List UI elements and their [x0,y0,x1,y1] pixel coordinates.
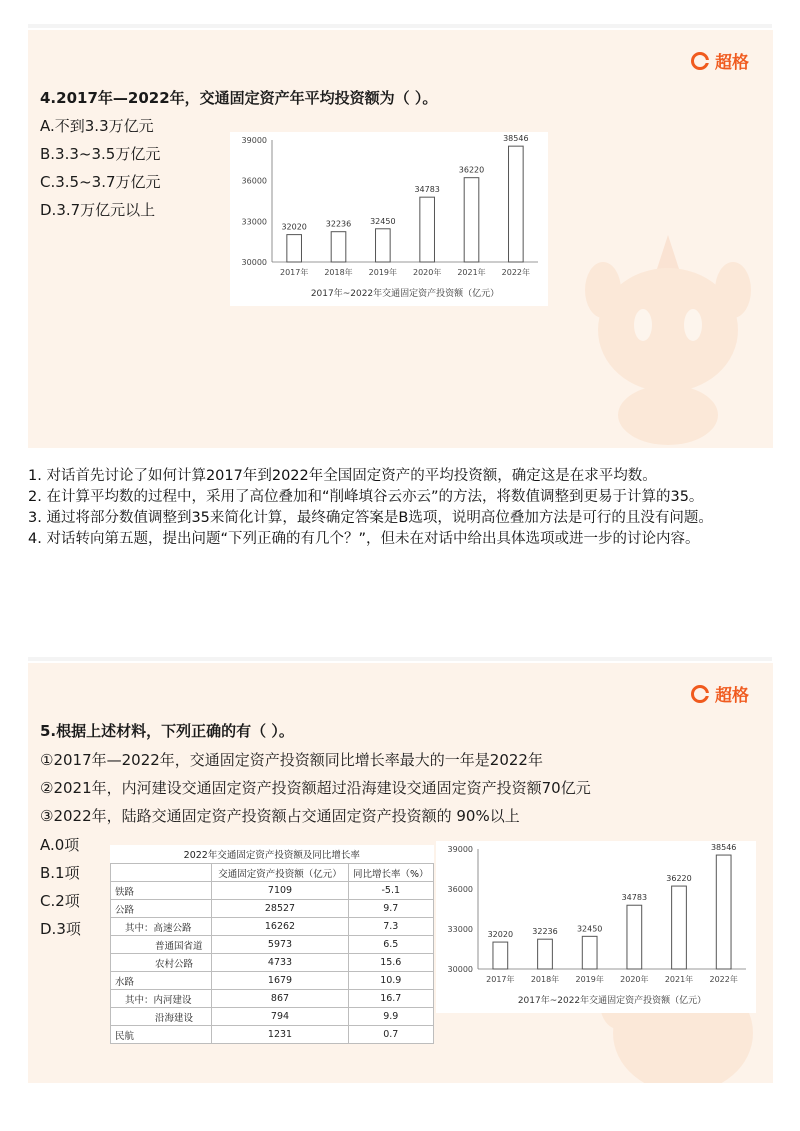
slide-top-strip [28,24,772,28]
table-cell-value: 28527 [212,900,349,918]
y-tick-label: 36000 [241,176,267,186]
bar-chart-svg [436,841,756,1013]
option-c[interactable]: C.3.5~3.7万亿元 [40,173,161,191]
x-tick-label: 2019年 [575,975,604,984]
table-cell-label: 沿海建设 [111,1008,212,1026]
option-c[interactable]: C.2项 [40,892,80,910]
table-cell-label: 民航 [111,1026,212,1044]
table-row [111,1026,434,1044]
x-tick-label: 2021年 [664,975,694,984]
summary-item: 1. 对话首先讨论了如何计算2017年到2022年全国固定资产的平均投资额，确定这是在求平均数。 [28,468,657,484]
summary-item: 3. 通过将部分数值调整到35来简化计算，最终确定答案是B选项，说明高位叠加方法是可行的且没有问题。 [28,510,713,526]
bar [493,942,508,969]
data-label: 32020 [487,930,514,940]
table-cell-rate: 16.7 [349,990,434,1008]
table-cell-label: 普通国省道 [111,936,212,954]
table-row [111,972,434,990]
bar [331,232,346,262]
option-d[interactable]: D.3.7万亿元以上 [40,201,156,219]
table-row [111,882,434,900]
table-cell-value: 794 [212,1008,349,1026]
x-tick-label: 2022年 [709,975,738,984]
investment-bar-chart-2 [436,841,756,1013]
table-header-cell: 同比增长率（%） [349,864,434,882]
bar [464,178,479,262]
table-row [111,954,434,972]
y-tick-label: 30000 [241,258,267,267]
bar [582,936,597,969]
data-label: 32236 [325,219,352,229]
unicorn-mascot-icon [573,235,763,445]
data-label: 32450 [576,924,603,934]
table-row [111,900,434,918]
table-row [111,1008,434,1026]
table-cell-rate: 9.9 [349,1008,434,1026]
slide-top-strip [28,657,772,661]
table-header-cell [111,864,212,882]
brand-logo [691,48,749,73]
table-cell-value: 1231 [212,1026,349,1044]
data-label: 38546 [710,843,737,853]
x-tick-label: 2018年 [530,975,560,984]
data-label: 34783 [414,185,440,195]
table-cell-value: 4733 [212,954,349,972]
x-tick-label: 2019年 [368,268,398,277]
x-tick-label: 2020年 [620,975,649,984]
data-label: 34783 [621,893,648,903]
table-cell-label: 其中：高速公路 [111,918,212,936]
option-b[interactable]: B.3.3~3.5万亿元 [40,145,161,163]
x-tick-label: 2017年 [486,975,515,984]
table-row [111,918,434,936]
x-tick-label: 2018年 [324,268,353,277]
table-cell-rate: 15.6 [349,954,434,972]
table-cell-rate: -5.1 [349,882,434,900]
chart-title: 2017年~2022年交通固定资产投资额（亿元） [310,289,500,299]
table-row [111,936,434,954]
option-a[interactable]: A.0项 [40,836,80,854]
question-5-title: 5.根据上述材料，下列正确的有（ ）。 [40,722,294,740]
data-label: 36220 [458,165,485,175]
data-label: 38546 [503,134,529,144]
bar [376,229,391,262]
bar [538,939,553,969]
bar [627,905,642,969]
question-4-slide [28,30,773,448]
table-cell-value: 7109 [212,882,349,900]
data-label: 32020 [281,222,307,232]
table-cell-rate: 9.7 [349,900,434,918]
brand-logo [691,681,749,706]
option-b[interactable]: B.1项 [40,864,80,882]
y-tick-label: 39000 [447,845,473,854]
table-cell-value: 867 [212,990,349,1008]
statement-1: ①2017年—2022年，交通固定资产投资额同比增长率最大的一年是2022年 [40,751,543,769]
table-row [111,990,434,1008]
y-tick-label: 33000 [241,217,267,227]
table-title: 2022年交通固定资产投资额及同比增长率 [183,850,360,861]
table-cell-label: 水路 [111,972,212,990]
data-label: 32450 [370,216,396,226]
table-cell-label: 铁路 [111,882,212,900]
bar-chart-svg [230,132,548,306]
brand-logo-icon [691,685,709,703]
y-tick-label: 30000 [447,965,473,974]
table-cell-label: 公路 [111,900,212,918]
table-cell-value: 1679 [212,972,349,990]
x-tick-label: 2022年 [501,268,531,277]
y-tick-label: 36000 [447,885,473,894]
table-title-row [111,845,434,864]
table-cell-rate: 10.9 [349,972,434,990]
statement-3: ③2022年，陆路交通固定资产投资额占交通固定资产投资额的 90%以上 [40,807,520,825]
bar [672,886,687,969]
statement-2: ②2021年，内河建设交通固定资产投资额超过沿海建设交通固定资产投资额70亿元 [40,779,591,797]
y-tick-label: 33000 [447,925,473,934]
investment-table [110,845,434,1044]
table-header-row [111,864,434,882]
summary-item: 2. 在计算平均数的过程中，采用了高位叠加和“削峰填谷云亦云”的方法，将数值调整到更易于计算的35。 [28,489,704,505]
option-a[interactable]: A.不到3.3万亿元 [40,117,154,135]
x-tick-label: 2020年 [412,268,442,277]
brand-name: 超格 [715,53,749,73]
table-cell-rate: 6.5 [349,936,434,954]
discussion-summary [28,466,763,550]
bar [716,855,731,969]
table-cell-label: 其中：内河建设 [111,990,212,1008]
table-cell-rate: 7.3 [349,918,434,936]
brand-logo-icon [691,52,709,70]
x-tick-label: 2021年 [457,268,486,277]
brand-name: 超格 [715,686,749,706]
chart-title: 2017年~2022年交通固定资产投资额（亿元） [517,996,707,1006]
data-label: 32236 [532,927,558,937]
data-label: 36220 [666,874,692,884]
question-4-title: 4.2017年—2022年，交通固定资产年平均投资额为（ ）。 [40,89,438,107]
option-d[interactable]: D.3项 [40,920,81,938]
bar [287,235,302,262]
table-cell-rate: 0.7 [349,1026,434,1044]
summary-item: 4. 对话转向第五题，提出问题“下列正确的有几个？”，但未在对话中给出具体选项或进一步的讨论内容。 [28,531,700,547]
table-cell-value: 16262 [212,918,349,936]
table-header-cell: 交通固定资产投资额（亿元） [212,864,349,882]
y-tick-label: 39000 [241,136,267,145]
bar [420,197,435,262]
investment-bar-chart-1 [230,132,548,306]
bar [509,146,524,262]
table-cell-value: 5973 [212,936,349,954]
x-tick-label: 2017年 [279,268,309,277]
table-cell-label: 农村公路 [111,954,212,972]
